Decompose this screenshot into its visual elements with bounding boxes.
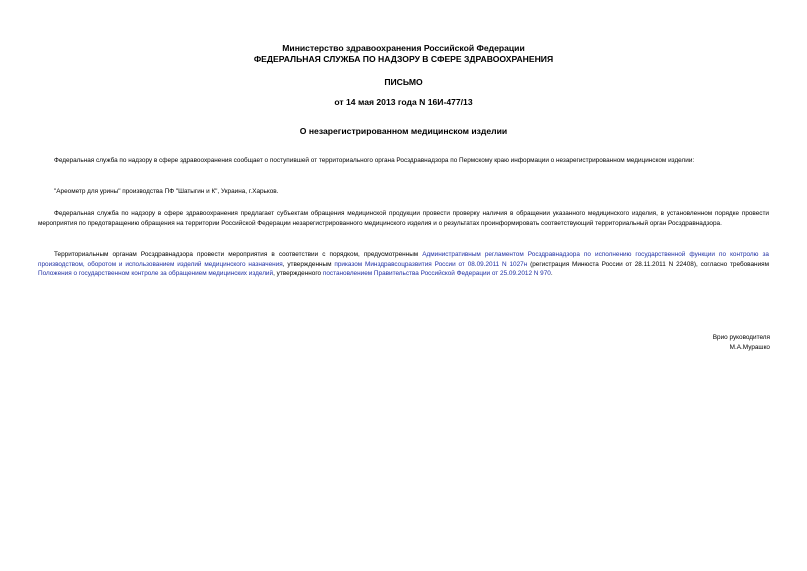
link-order-1027n[interactable]: приказом Минздравсоцразвития России от 08.09.2011 N 1027н — [334, 260, 528, 268]
paragraph-4-text-2: , утвержденным — [282, 260, 335, 268]
service-name: ФЕДЕРАЛЬНАЯ СЛУЖБА ПО НАДЗОРУ В СФЕРЕ ЗДРАВООХРАНЕНИЯ — [253, 54, 554, 64]
signature-name: М.А.Мурашко — [729, 344, 770, 351]
paragraph-4-text-3: (регистрация Минюста России от 28.11.2011 N 22408), согласно требованиям — [527, 260, 770, 268]
paragraph-2: "Ареометр для урины" производства ПФ "Шатыгин и К", Украина, г.Харьков. — [54, 188, 279, 195]
signature-position: Врио руководителя — [712, 334, 770, 341]
ministry-name: Министерство здравоохранения Российской Федерации — [282, 43, 525, 53]
document-subject: О незарегистрированном медицинском изделии — [299, 126, 508, 136]
link-government-decree-970[interactable]: постановлением Правительства Российской Федерации от 25.09.2012 N 970 — [322, 270, 551, 278]
paragraph-1: Федеральная служба по надзору в сфере здравоохранения сообщает о поступившей от территориального органа Росздравнадзора по Пермскому краю информации о незарегистрированном медицинском изделии: — [54, 157, 695, 164]
paragraph-3: Федеральная служба по надзору в сфере здравоохранения предлагает субъектам обращения медицинской продукции провести проверку наличия в обращении указанного медицинского изделия, в установленном порядке провести мероприятия по предотвращению обращения на территории Российской Федерации незарегистрированного медицинского изделия и о результатах проинформировать соответствующий территориальный орган Росздравнадзора. — [38, 210, 769, 227]
paragraph-4 — [38, 250, 769, 279]
document-date-number: от 14 мая 2013 года N 16И-477/13 — [334, 97, 473, 107]
link-control-regulation[interactable]: Положения о государственном контроле за обращением медицинских изделий — [38, 270, 274, 278]
link-admin-regulation[interactable]: Административным регламентом Росздравнадзора по исполнению государственной функции по контролю за производством, оборотом и использованием изделий медицинского назначения — [38, 251, 769, 268]
paragraph-4-text-4: , утвержденного — [273, 270, 323, 278]
paragraph-4-text-5: . — [550, 270, 553, 278]
paragraph-4-text-1: Территориальным органам Росздравнадзора провести мероприятия в соответствии с порядком, предусмотренным — [54, 251, 423, 258]
document-type: ПИСЬМО — [384, 77, 423, 87]
